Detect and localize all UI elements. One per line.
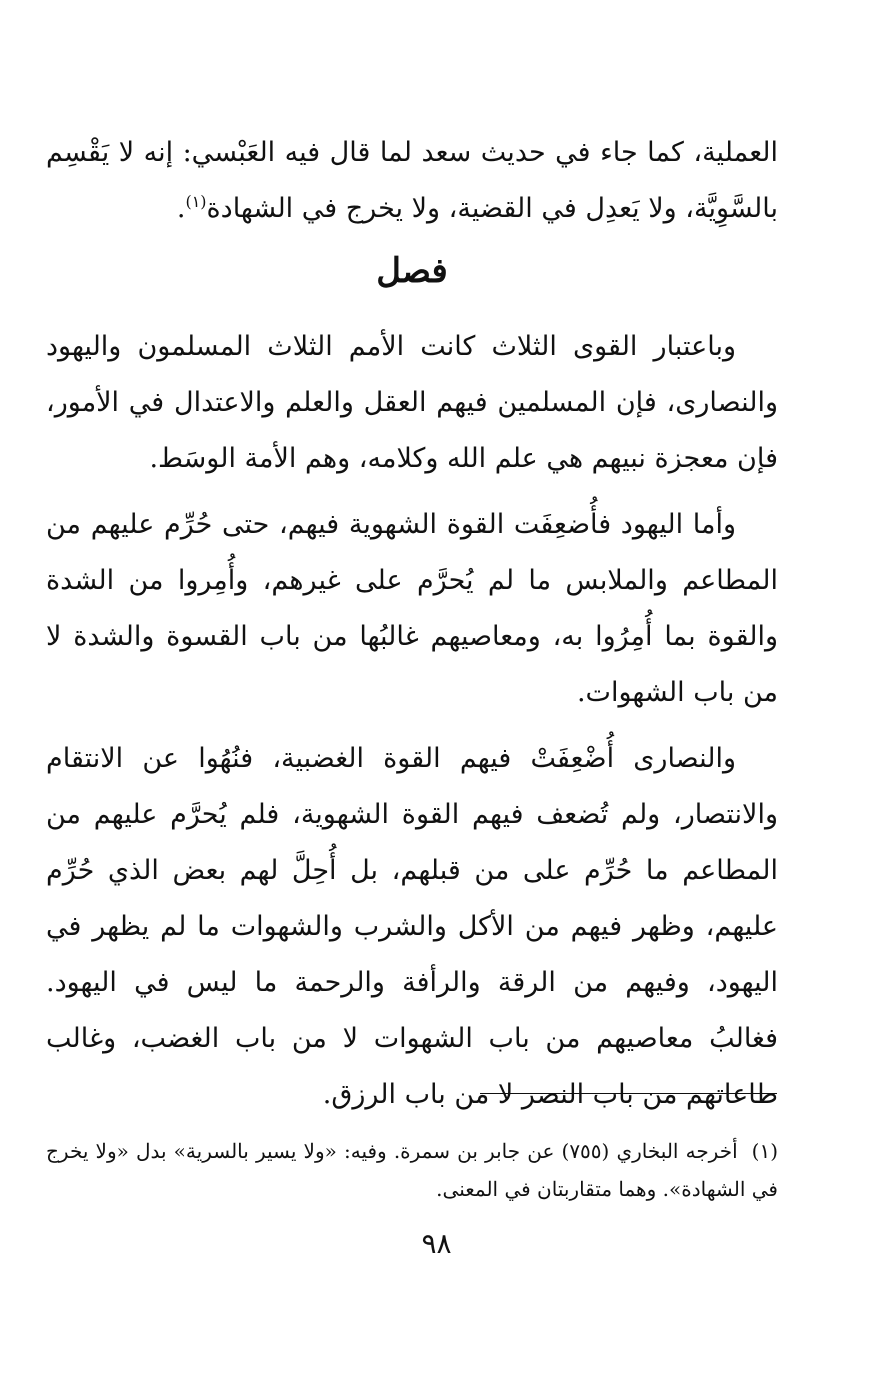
intro-paragraph bbox=[46, 125, 778, 237]
page-number: ٩٨ bbox=[421, 1227, 452, 1260]
page-body bbox=[46, 125, 778, 1123]
intro-paragraph-period: . bbox=[176, 193, 186, 224]
footnote bbox=[46, 1132, 778, 1208]
section-heading: فصل bbox=[376, 251, 448, 291]
paragraph-christians: والنصارى أُضْعِفَتْ فيهم القوة الغضبية، فنُهُوا عن الانتقام والانتصار، ولم تُضعف فيهم القوة الشهوية، فلم يُحرَّم عليهم من المطاعم ما حُرِّم على من قبلهم، بل أُحِلَّ لهم بعض الذي حُرِّم عليهم، وظهر فيهم من الأكل والشرب والشهوات ما لم يظهر في اليهود، وفيهم من الرقة والرأفة والرحمة ما ليس في اليهود. فغالبُ معاصيهم من باب الشهوات لا من باب الغضب، وغالب طاعاتهم من باب النصر لا من باب الرزق. bbox=[46, 743, 778, 1110]
intro-paragraph-text: العملية، كما جاء في حديث سعد لما قال فيه العَبْسي: إنه لا يَقْسِم بالسَّوِيَّة، ولا يَعدِل في القضية، ولا يخرج في الشهادة bbox=[46, 137, 778, 224]
paragraph-jews: وأما اليهود فأُضعِفَت القوة الشهوية فيهم، حتى حُرِّم عليهم من المطاعم والملابس ما لم يُحرَّم على غيرهم، وأُمِروا من الشدة والقوة بما أُمِرُوا به، ومعاصيهم غالبُها من باب القسوة والشدة لا من باب الشهوات. bbox=[46, 509, 778, 708]
footnote-text: أخرجه البخاري (٧٥٥) عن جابر بن سمرة. وفيه: «ولا يسير بالسرية» بدل «ولا يخرج في الشهادة». وهما متقاربتان في المعنى. bbox=[46, 1139, 778, 1201]
footnote-number: (١) bbox=[751, 1139, 779, 1163]
footnote-reference: (١) bbox=[185, 192, 207, 211]
footnote-divider bbox=[480, 1093, 777, 1094]
paragraph-three-nations: وباعتبار القوى الثلاث كانت الأمم الثلاث المسلمون واليهود والنصارى، فإن المسلمين فيهم العقل والعلم والاعتدال في الأمور، فإن معجزة نبيهم هي علم الله وكلامه، وهم الأمة الوسَط. bbox=[46, 331, 778, 474]
